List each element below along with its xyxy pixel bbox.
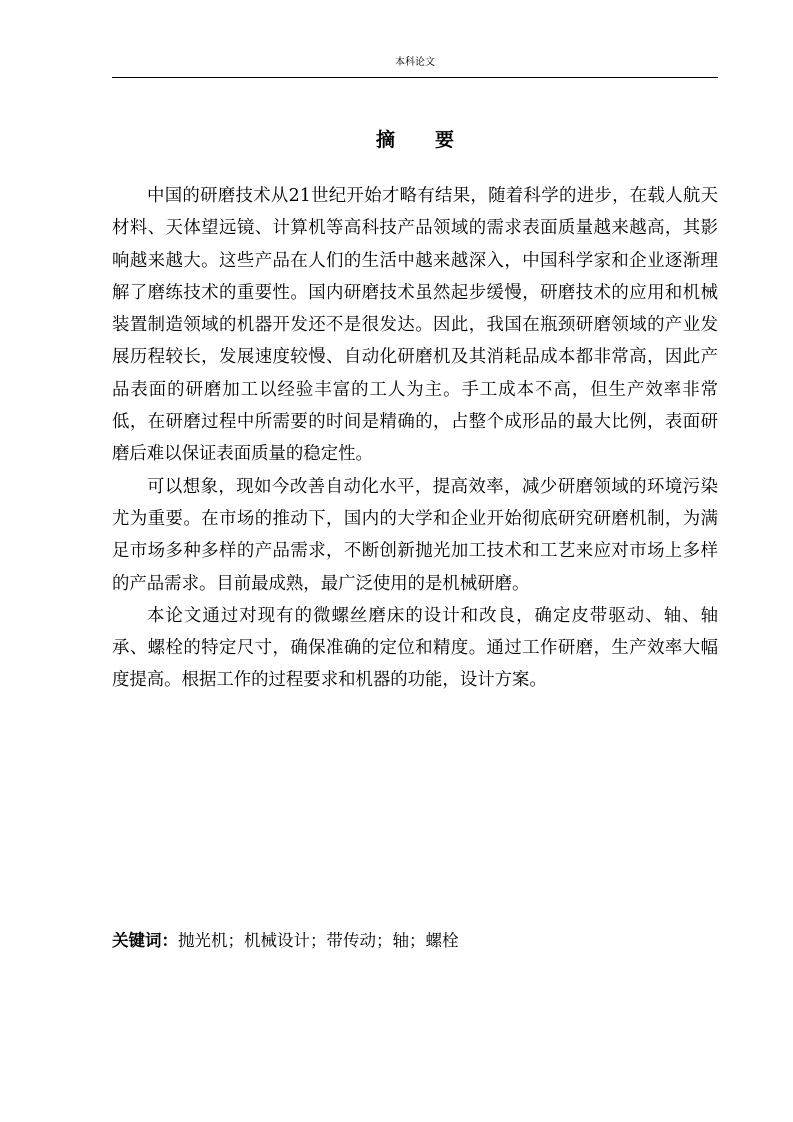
abstract-paragraph-1: 中国的研磨技术从21世纪开始才略有结果，随着科学的进步，在载人航天材料、天体望远镜、计算机等高科技产品领域的需求表面质量越来越高，其影响越来越大。这些产品在人们的生活中越来越深入，中国科学家和企业逐渐理解了磨练技术的重要性。国内研磨技术虽然起步缓慢，研磨技术的应用和机械装置制造领域的机器开发还不是很发达。因此，我国在瓶颈研磨领域的产业发展历程较长，发展速度较慢、自动化研磨机及其消耗品成本都非常高，因此产品表面的研磨加工以经验丰富的工人为主。手工成本不高，但生产效率非常低，在研磨过程中所需要的时间是精确的，占整个成形品的最大比例，表面研磨后难以保证表面质量的稳定性。 bbox=[112, 186, 718, 465]
header-rule bbox=[112, 77, 718, 78]
abstract-paragraph-3: 本论文通过对现有的微螺丝磨床的设计和改良，确定皮带驱动、轴、轴承、螺栓的特定尺寸，确保准确的定位和精度。通过工作研磨，生产效率大幅度提高。根据工作的过程要求和机器的功能，设计方案。 bbox=[112, 605, 718, 691]
running-header: 本科论文 bbox=[395, 57, 435, 68]
keywords-line bbox=[112, 929, 718, 953]
abstract-paragraph-2: 可以想象，现如今改善自动化水平，提高效率，减少研磨领域的环境污染尤为重要。在市场的推动下，国内的大学和企业开始彻底研究研磨机制，为满足市场多种多样的产品需求，不断创新抛光加工技术和工艺来应对市场上多样的产品需求。目前最成熟，最广泛使用的是机械研磨。 bbox=[112, 476, 718, 594]
abstract-body bbox=[112, 180, 718, 697]
keywords-list: 抛光机；机械设计；带传动；轴；螺栓 bbox=[178, 931, 459, 950]
abstract-title: 摘要 bbox=[375, 129, 494, 151]
keywords-label: 关键词： bbox=[112, 931, 178, 950]
